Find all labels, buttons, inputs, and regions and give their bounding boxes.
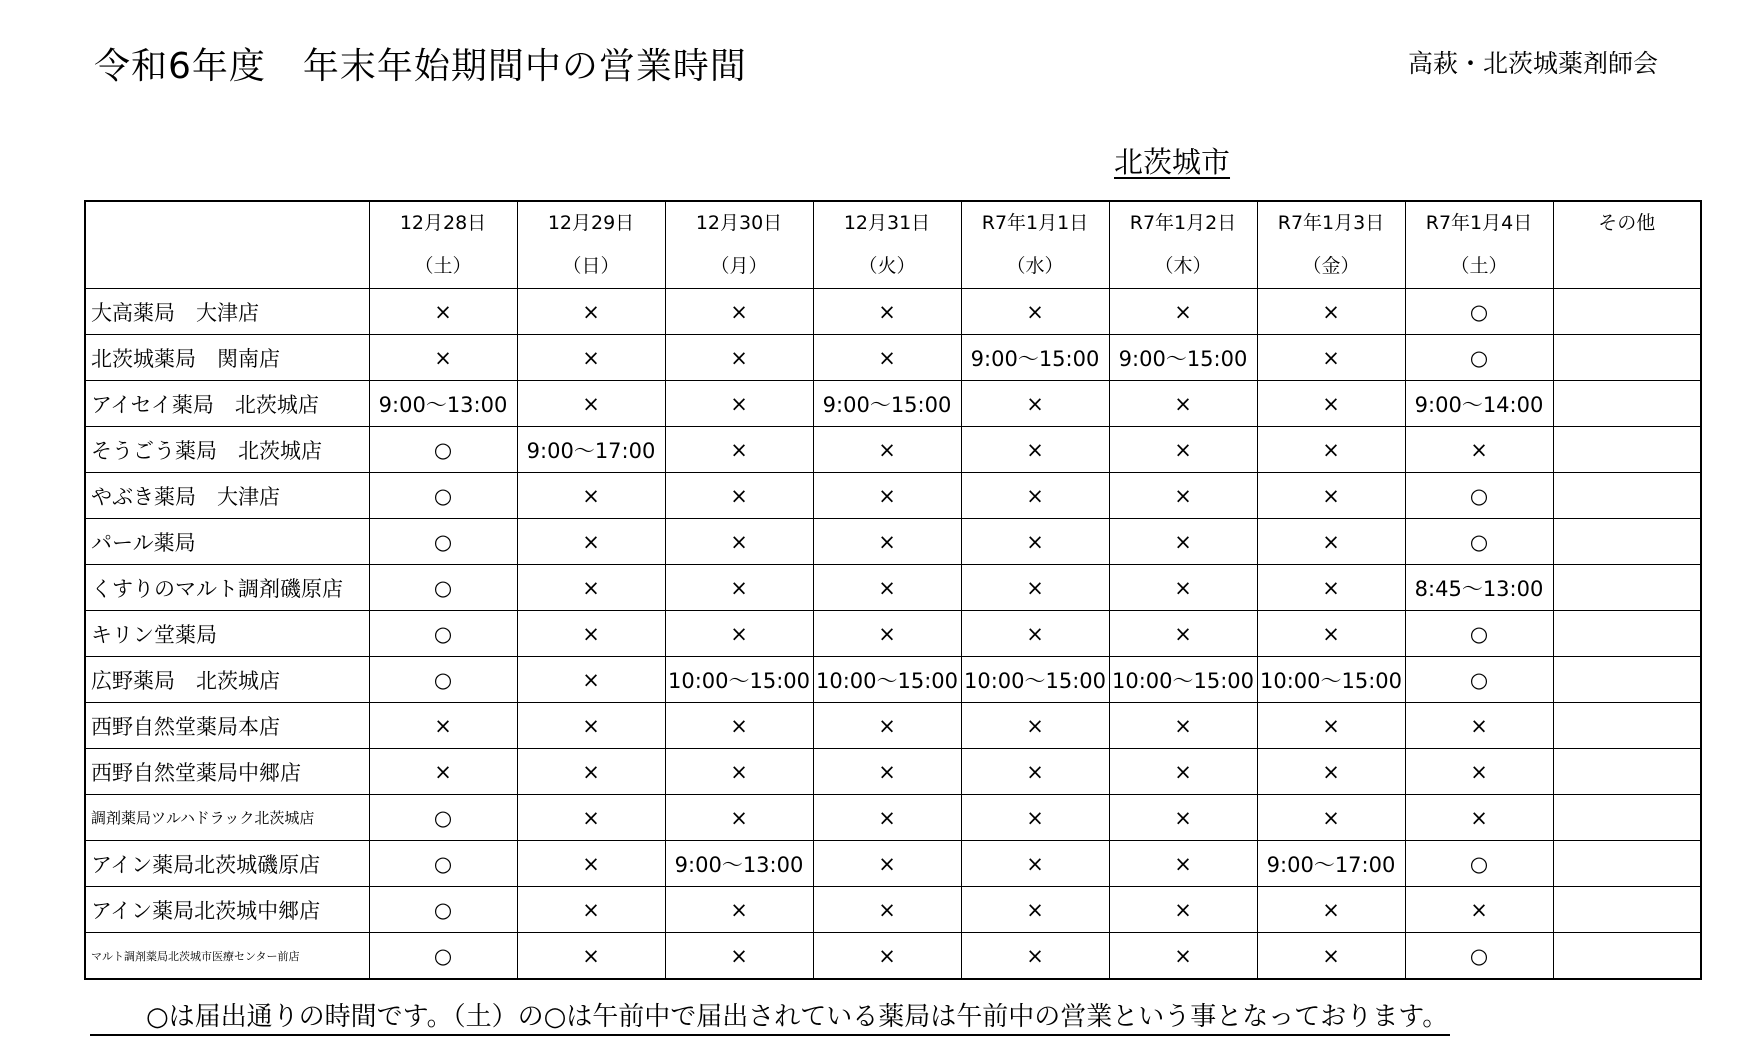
table-row: [85, 565, 1701, 611]
hours-cell: [1553, 381, 1701, 427]
column-header: R7年1月2日 （木）: [1109, 201, 1257, 289]
column-header: 12月31日 （火）: [813, 201, 961, 289]
table-row: [85, 795, 1701, 841]
header-row: [85, 201, 1701, 289]
column-header: R7年1月1日 （水）: [961, 201, 1109, 289]
hours-cell: ×: [1109, 427, 1257, 473]
hours-cell: ×: [517, 611, 665, 657]
corner-cell: [85, 201, 369, 289]
pharmacy-name: やぶき薬局 大津店: [85, 473, 369, 519]
hours-cell: ×: [1109, 749, 1257, 795]
hours-cell: [1553, 749, 1701, 795]
hours-cell: ○: [1405, 335, 1553, 381]
pharmacy-name: アイン薬局北茨城磯原店: [85, 841, 369, 887]
hours-cell: 10:00～15:00: [1109, 657, 1257, 703]
hours-cell: ×: [1109, 381, 1257, 427]
hours-cell: ×: [517, 933, 665, 980]
table-row: [85, 519, 1701, 565]
hours-cell: ×: [517, 289, 665, 335]
hours-cell: 10:00～15:00: [1257, 657, 1405, 703]
hours-cell: ×: [369, 749, 517, 795]
hours-cell: ×: [813, 565, 961, 611]
hours-cell: ×: [665, 519, 813, 565]
hours-cell: ○: [369, 519, 517, 565]
hours-cell: ×: [1257, 611, 1405, 657]
pharmacy-name: アイセイ薬局 北茨城店: [85, 381, 369, 427]
hours-cell: 10:00～15:00: [961, 657, 1109, 703]
hours-cell: ○: [369, 427, 517, 473]
hours-cell: ×: [1109, 795, 1257, 841]
hours-cell: ×: [369, 289, 517, 335]
hours-cell: ×: [517, 795, 665, 841]
hours-cell: ×: [961, 749, 1109, 795]
hours-cell: ×: [813, 841, 961, 887]
hours-cell: 9:00～13:00: [665, 841, 813, 887]
hours-cell: ×: [813, 519, 961, 565]
hours-cell: ×: [813, 335, 961, 381]
hours-cell: ×: [1109, 473, 1257, 519]
hours-cell: ×: [1109, 289, 1257, 335]
hours-cell: [1553, 519, 1701, 565]
hours-cell: ×: [961, 887, 1109, 933]
hours-cell: ×: [1257, 749, 1405, 795]
pharmacy-name: アイン薬局北茨城中郷店: [85, 887, 369, 933]
hours-cell: 9:00～14:00: [1405, 381, 1553, 427]
hours-cell: ×: [813, 933, 961, 980]
hours-cell: ×: [517, 473, 665, 519]
hours-cell: [1553, 289, 1701, 335]
hours-cell: ○: [1405, 933, 1553, 980]
hours-cell: ×: [1257, 519, 1405, 565]
hours-cell: ○: [1405, 657, 1553, 703]
hours-cell: ×: [1257, 289, 1405, 335]
hours-cell: ×: [1257, 381, 1405, 427]
pharmacy-name: 北茨城薬局 関南店: [85, 335, 369, 381]
hours-cell: ×: [1257, 933, 1405, 980]
hours-cell: ×: [1109, 887, 1257, 933]
hours-cell: 9:00～13:00: [369, 381, 517, 427]
hours-cell: ×: [665, 611, 813, 657]
hours-cell: 9:00～15:00: [1109, 335, 1257, 381]
table-row: [85, 611, 1701, 657]
hours-cell: ×: [813, 473, 961, 519]
hours-cell: ×: [961, 427, 1109, 473]
hours-cell: ×: [813, 795, 961, 841]
hours-cell: ×: [517, 519, 665, 565]
hours-cell: ×: [665, 289, 813, 335]
hours-cell: ○: [369, 565, 517, 611]
hours-cell: ×: [961, 289, 1109, 335]
hours-cell: ×: [961, 795, 1109, 841]
city-heading: 北茨城市: [1114, 145, 1231, 179]
hours-cell: ×: [665, 335, 813, 381]
hours-cell: ×: [961, 933, 1109, 980]
hours-cell: ○: [369, 887, 517, 933]
table-row: [85, 657, 1701, 703]
hours-cell: ×: [1405, 749, 1553, 795]
hours-cell: [1553, 657, 1701, 703]
column-header: R7年1月4日 （土）: [1405, 201, 1553, 289]
hours-cell: ○: [369, 933, 517, 980]
pharmacy-name: 西野自然堂薬局中郷店: [85, 749, 369, 795]
hours-cell: ○: [1405, 519, 1553, 565]
pharmacy-name: キリン堂薬局: [85, 611, 369, 657]
hours-cell: ○: [369, 473, 517, 519]
hours-cell: ×: [665, 473, 813, 519]
hours-cell: ×: [665, 381, 813, 427]
hours-cell: [1553, 473, 1701, 519]
hours-cell: 9:00～17:00: [1257, 841, 1405, 887]
pharmacy-name: そうごう薬局 北茨城店: [85, 427, 369, 473]
column-header: 12月30日 （月）: [665, 201, 813, 289]
table-row: [85, 335, 1701, 381]
hours-cell: ×: [961, 519, 1109, 565]
hours-cell: ×: [517, 887, 665, 933]
hours-cell: ○: [369, 841, 517, 887]
hours-cell: [1553, 335, 1701, 381]
table-row: [85, 749, 1701, 795]
hours-cell: ○: [1405, 841, 1553, 887]
table-row: [85, 473, 1701, 519]
hours-cell: 8:45～13:00: [1405, 565, 1553, 611]
hours-cell: ×: [1257, 335, 1405, 381]
hours-cell: ×: [517, 703, 665, 749]
hours-cell: ×: [813, 749, 961, 795]
hours-cell: ×: [1257, 887, 1405, 933]
column-header: 12月28日 （土）: [369, 201, 517, 289]
hours-cell: ×: [961, 381, 1109, 427]
hours-cell: ×: [1257, 473, 1405, 519]
table-row: [85, 427, 1701, 473]
hours-cell: ×: [813, 289, 961, 335]
column-header: R7年1月3日 （金）: [1257, 201, 1405, 289]
hours-cell: ×: [665, 427, 813, 473]
hours-cell: [1553, 887, 1701, 933]
hours-cell: ×: [665, 749, 813, 795]
hours-cell: ×: [517, 657, 665, 703]
table-row: [85, 703, 1701, 749]
hours-cell: ×: [1257, 427, 1405, 473]
column-header: 12月29日 （日）: [517, 201, 665, 289]
hours-cell: [1553, 565, 1701, 611]
hours-cell: 9:00～15:00: [961, 335, 1109, 381]
pharmacy-name: 広野薬局 北茨城店: [85, 657, 369, 703]
hours-cell: 10:00～15:00: [665, 657, 813, 703]
hours-cell: ○: [1405, 473, 1553, 519]
footnote: ○は届出通りの時間です。（土）の○は午前中で届出されている薬局は午前中の営業という事となっております。: [90, 1000, 1450, 1036]
pharmacy-name: パール薬局: [85, 519, 369, 565]
hours-cell: ○: [1405, 611, 1553, 657]
schedule-table: [84, 200, 1702, 980]
page-title: 令和6年度 年末年始期間中の営業時間: [94, 46, 747, 87]
column-header-other: その他: [1553, 201, 1701, 289]
pharmacy-name: マルト調剤薬局北茨城市医療センター前店: [85, 933, 369, 980]
hours-cell: ×: [1257, 703, 1405, 749]
hours-cell: ○: [369, 657, 517, 703]
hours-cell: [1553, 611, 1701, 657]
hours-cell: ×: [961, 703, 1109, 749]
hours-cell: ×: [1109, 519, 1257, 565]
table-row: [85, 933, 1701, 980]
hours-cell: ×: [1405, 887, 1553, 933]
hours-cell: [1553, 795, 1701, 841]
table-row: [85, 887, 1701, 933]
hours-cell: ×: [1405, 703, 1553, 749]
hours-cell: ×: [665, 933, 813, 980]
hours-cell: ×: [961, 611, 1109, 657]
hours-cell: ×: [1109, 611, 1257, 657]
hours-cell: ×: [517, 381, 665, 427]
hours-cell: ×: [961, 473, 1109, 519]
hours-cell: [1553, 841, 1701, 887]
hours-cell: 9:00～15:00: [813, 381, 961, 427]
hours-cell: ×: [1257, 795, 1405, 841]
pharmacy-name: くすりのマルト調剤磯原店: [85, 565, 369, 611]
organization-name: 高萩・北茨城薬剤師会: [1408, 49, 1659, 78]
hours-cell: ×: [1257, 565, 1405, 611]
pharmacy-name: 西野自然堂薬局本店: [85, 703, 369, 749]
pharmacy-name: 大高薬局 大津店: [85, 289, 369, 335]
hours-cell: 9:00～17:00: [517, 427, 665, 473]
hours-cell: ×: [517, 749, 665, 795]
hours-cell: [1553, 703, 1701, 749]
hours-cell: ×: [665, 565, 813, 611]
hours-cell: ×: [1109, 565, 1257, 611]
hours-cell: ×: [665, 887, 813, 933]
table-row: [85, 841, 1701, 887]
hours-cell: ×: [1405, 427, 1553, 473]
hours-cell: ×: [517, 841, 665, 887]
hours-cell: ×: [517, 565, 665, 611]
hours-cell: ×: [369, 335, 517, 381]
hours-cell: ○: [369, 795, 517, 841]
hours-cell: ○: [1405, 289, 1553, 335]
hours-cell: ○: [369, 611, 517, 657]
hours-cell: [1553, 427, 1701, 473]
hours-cell: 10:00～15:00: [813, 657, 961, 703]
hours-cell: ×: [1405, 795, 1553, 841]
hours-cell: ×: [665, 703, 813, 749]
pharmacy-name: 調剤薬局ツルハドラック北茨城店: [85, 795, 369, 841]
hours-cell: ×: [1109, 703, 1257, 749]
hours-cell: ×: [369, 703, 517, 749]
hours-cell: ×: [961, 841, 1109, 887]
table-row: [85, 289, 1701, 335]
table-row: [85, 381, 1701, 427]
hours-cell: [1553, 933, 1701, 980]
hours-cell: ×: [813, 427, 961, 473]
hours-cell: ×: [961, 565, 1109, 611]
hours-cell: ×: [813, 703, 961, 749]
hours-cell: ×: [813, 611, 961, 657]
hours-cell: ×: [1109, 841, 1257, 887]
hours-cell: ×: [1109, 933, 1257, 980]
hours-cell: ×: [665, 795, 813, 841]
hours-cell: ×: [813, 887, 961, 933]
hours-cell: ×: [517, 335, 665, 381]
